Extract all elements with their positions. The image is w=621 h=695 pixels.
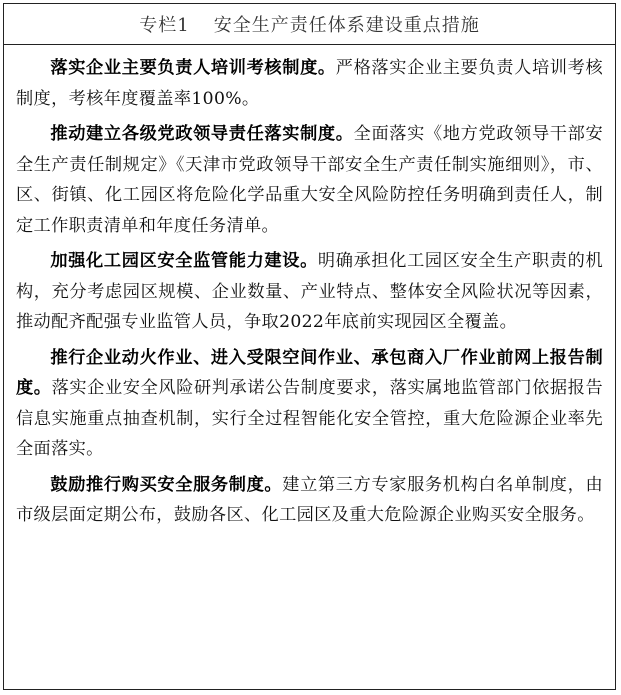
box-title-bar xyxy=(4,4,615,45)
measure-heading: 推动建立各级党政领导责任落实制度。 xyxy=(50,124,354,144)
measure-paragraph-5 xyxy=(16,470,603,531)
box-content xyxy=(4,45,615,531)
measure-body: 建立第三方专家服务机构白名单制度，由市级层面定期公布，鼓励各区、化工园区及重大危险源企业购买安全服务。 xyxy=(16,474,603,525)
box-label: 专栏1 xyxy=(139,15,190,36)
measure-body: 全面落实《地方党政领导干部安全生产责任制规定》《天津市党政领导干部安全生产责任制实施细则》，市、区、街镇、化工园区将危险化学品重大安全风险防控任务明确到责任人，制定工作职责清单和年度任务清单。 xyxy=(16,124,604,236)
measure-paragraph-3 xyxy=(16,246,603,338)
measure-heading: 推行企业动火作业、进入受限空间作业、承包商入厂作业前网上报告制度。 xyxy=(16,347,603,398)
box-title: 安全生产责任体系建设重点措施 xyxy=(213,15,480,36)
measure-heading: 鼓励推行购买安全服务制度。 xyxy=(50,474,283,495)
measure-paragraph-1 xyxy=(16,53,603,114)
measure-paragraph-4 xyxy=(16,343,603,465)
column-box xyxy=(3,3,616,690)
measure-body: 落实企业安全风险研判承诺公告制度要求，落实属地监管部门依据报告信息实施重点抽查机制，实行全过程智能化安全管控，重大危险源企业率先全面落实。 xyxy=(16,378,603,459)
measure-body: 明确承担化工园区安全生产职责的机构，充分考虑园区规模、企业数量、产业特点、整体安全风险状况等因素，推动配齐配强专业监管人员，争取2022年底前实现园区全覆盖。 xyxy=(16,251,603,332)
measure-heading: 加强化工园区安全监管能力建设。 xyxy=(50,251,318,271)
measure-heading: 落实企业主要负责人培训考核制度。 xyxy=(50,58,336,78)
measure-paragraph-2 xyxy=(16,119,603,241)
measure-body: 严格落实企业主要负责人培训考核制度，考核年度覆盖率100%。 xyxy=(16,58,603,109)
